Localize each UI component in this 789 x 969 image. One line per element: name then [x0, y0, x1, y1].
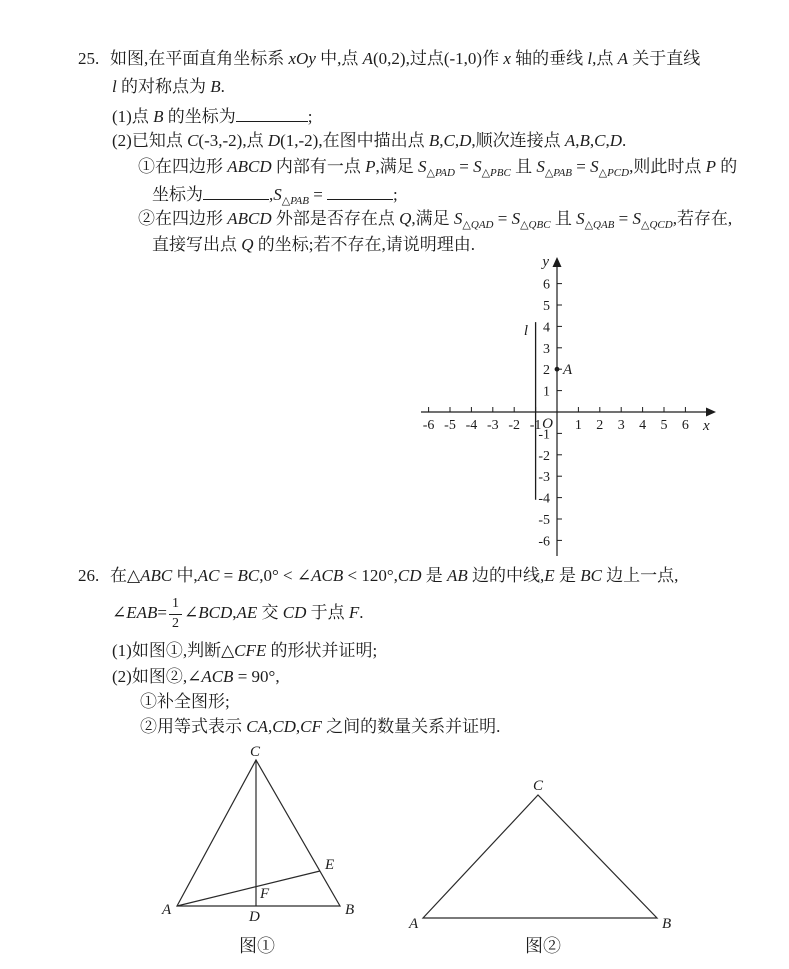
x-tick-label: -3	[486, 418, 499, 433]
text-run: (1)点	[112, 107, 154, 126]
math-var: l	[112, 77, 117, 96]
text-run: ,则此时点	[629, 157, 706, 176]
p25-number: 25.	[78, 49, 100, 68]
area-symbol: S	[453, 209, 463, 228]
line-l-label: l	[523, 323, 528, 339]
area-subscript: △PAD	[426, 167, 455, 179]
y-tick-label: -4	[538, 491, 550, 507]
text-run: ,	[605, 131, 610, 150]
text-run: =	[454, 157, 474, 176]
area-symbol: S	[418, 157, 427, 176]
fig1-label-d: D	[249, 909, 260, 925]
text-run: ,满足	[411, 209, 454, 228]
text-run: ,满足	[375, 157, 419, 176]
math-var: D	[459, 131, 472, 150]
text-run: 直接写出点	[152, 235, 242, 254]
text-run: ,	[439, 131, 444, 150]
text-run: (2)如图②,∠	[112, 667, 202, 686]
text-run: ;	[393, 185, 398, 204]
text-run: ,顺次连接点	[471, 131, 565, 150]
area-symbol: S	[273, 185, 282, 204]
y-axis-label: y	[542, 254, 549, 270]
area-symbol: S	[511, 209, 521, 228]
text-run: 交	[257, 603, 283, 623]
x-tick-label: -4	[465, 418, 478, 433]
p26-sub2	[140, 716, 500, 737]
y-tick-label: 4	[543, 320, 550, 336]
math-var: xOy	[288, 49, 316, 68]
figure-2	[405, 778, 677, 930]
text-run: 且	[550, 209, 577, 228]
x-tick-label: 3	[617, 418, 625, 433]
area-subscript: △QAB	[584, 219, 615, 231]
text-run: 的坐标;若不存在,请说明理由.	[253, 235, 476, 254]
text-run: < 120°,	[343, 566, 398, 585]
triangle-abc	[177, 760, 340, 906]
segment-ae	[177, 871, 320, 906]
x-tick-label: 1	[574, 418, 582, 433]
x-tick-label: -1	[529, 418, 542, 433]
text-run: .	[220, 77, 225, 96]
text-run: ,点	[592, 49, 618, 68]
text-run: (0,2),过点(-1,0)作	[373, 49, 504, 68]
x-tick-label: 4	[639, 418, 647, 433]
text-run: ,0° < ∠	[259, 566, 312, 585]
fraction-denominator: 2	[172, 615, 179, 631]
text-run: =	[572, 157, 591, 176]
x-tick-label: -2	[508, 418, 521, 433]
text-run: 关于直线	[628, 49, 701, 68]
text-run: 且	[510, 157, 537, 176]
text-run: 外部是否存在点	[271, 209, 400, 228]
text-run: ,	[575, 131, 580, 150]
p26-line-2	[112, 596, 364, 633]
figure-1	[150, 745, 362, 925]
math-var: x	[503, 49, 511, 68]
fraction-numerator: 1	[169, 596, 182, 615]
text-run: =	[614, 209, 633, 228]
fig1-label-f: F	[260, 886, 270, 902]
math-var: A	[617, 49, 628, 68]
area-subscript: △PAB	[544, 167, 573, 179]
y-tick-label: 6	[543, 277, 550, 293]
y-tick-label: 1	[543, 384, 550, 400]
fig2-caption: 图②	[525, 936, 561, 956]
math-var: AC	[197, 566, 220, 585]
math-var: ACB	[311, 566, 344, 585]
math-var: B	[153, 107, 164, 126]
text-run: ,	[589, 131, 595, 150]
y-tick-label: -5	[538, 513, 550, 528]
area-subscript: △QAD	[462, 219, 494, 231]
math-var: CD	[282, 603, 307, 623]
area-subscript: △PAB	[281, 195, 309, 207]
math-var: Q	[399, 209, 412, 228]
area-symbol: S	[590, 157, 599, 176]
math-var: BCD	[198, 603, 233, 623]
text-run: 边的中线,	[467, 566, 545, 585]
math-var: P	[705, 157, 716, 176]
math-var: l	[587, 49, 593, 68]
x-tick-label: 2	[596, 418, 604, 433]
text-run: ①在四边形	[138, 157, 228, 176]
x-tick-label: -5	[444, 418, 456, 433]
text-run: .	[622, 131, 627, 150]
text-run: = 90°,	[233, 667, 280, 686]
text-run: =	[493, 209, 512, 228]
math-var: C	[443, 131, 455, 150]
text-run: ,	[295, 717, 301, 736]
area-symbol: S	[536, 157, 545, 176]
p25-sub1-line-2	[152, 182, 398, 209]
y-tick-label: 3	[543, 341, 550, 357]
text-run: 的	[715, 157, 738, 176]
text-run: (1,-2),在图中描出点	[280, 131, 429, 150]
text-run: ∠	[112, 603, 127, 623]
p26-number: 26.	[78, 566, 100, 585]
text-run: 中,点	[315, 49, 363, 68]
text-run: ,若存在,	[672, 209, 733, 228]
math-var: D	[609, 131, 623, 150]
fig2-label-a: A	[409, 916, 419, 932]
p26-part2	[112, 666, 280, 687]
p25-line-2	[112, 76, 225, 97]
text-run: ①补全图形;	[140, 692, 230, 711]
area-subscript: △PCD	[598, 167, 630, 179]
p25-part2	[112, 130, 626, 151]
math-var: CD	[397, 566, 422, 585]
area-symbol: S	[632, 209, 641, 228]
text-run: ,	[232, 603, 237, 623]
math-var: CFE	[234, 641, 267, 660]
math-var: BC	[580, 566, 602, 585]
math-var: AE	[236, 603, 258, 623]
fig1-label-e: E	[325, 857, 335, 873]
text-run: .	[359, 603, 364, 623]
text-run: 坐标为	[152, 185, 203, 204]
math-var: B	[579, 131, 590, 150]
text-run: (2)已知点	[112, 131, 188, 150]
fig1-label-a: A	[162, 902, 172, 918]
text-run: 边上一点,	[601, 566, 679, 585]
x-tick-label: -6	[422, 418, 435, 433]
y-tick-label: 5	[543, 299, 550, 314]
text-run: 内部有一点	[271, 157, 366, 176]
text-run: =	[219, 566, 238, 585]
text-run: 在△	[110, 566, 141, 585]
x-axis-arrow-icon	[706, 408, 716, 417]
text-run: =	[157, 603, 167, 623]
math-var: CF	[300, 717, 322, 736]
p25-line-1	[110, 48, 700, 69]
y-tick-label: -1	[538, 427, 550, 443]
area-subscript: △QCD	[641, 219, 673, 231]
math-var: EAB	[126, 603, 158, 623]
p26-line-1	[110, 565, 678, 586]
math-var: A	[564, 131, 576, 150]
text-run: (1)如图①,判断△	[112, 641, 235, 660]
math-var: CA	[246, 717, 268, 736]
text-run: (-3,-2),点	[198, 131, 268, 150]
math-var: F	[348, 603, 360, 623]
p25-sub2-line-1	[138, 208, 732, 233]
text-run: 于点	[306, 603, 349, 623]
blank-underline	[236, 104, 308, 122]
text-run: 如图,在平面直角坐标系	[110, 49, 289, 68]
text-run: 之间的数量关系并证明.	[321, 717, 501, 736]
fig2-label-b: B	[662, 916, 672, 932]
text-run: 是	[421, 566, 448, 585]
p25-part1	[112, 104, 312, 127]
point-a-label: A	[563, 362, 573, 378]
math-var: C	[594, 131, 606, 150]
text-run: =	[308, 185, 328, 204]
text-run: ,	[454, 131, 460, 150]
area-symbol: S	[473, 157, 482, 176]
fig2-label-c: C	[533, 778, 544, 794]
math-var: C	[187, 131, 199, 150]
text-run: ②用等式表示	[140, 717, 247, 736]
text-run: ,	[269, 185, 274, 204]
math-var: A	[362, 49, 374, 68]
coordinate-plot	[413, 250, 719, 564]
p26-sub1	[140, 691, 230, 712]
math-var: CD	[272, 717, 296, 736]
text-run: ∠	[184, 603, 199, 623]
math-var: E	[544, 566, 555, 585]
text-run: 的坐标为	[163, 107, 236, 126]
text-run: 的形状并证明;	[266, 641, 378, 660]
text-run: 是	[554, 566, 581, 585]
math-var: P	[365, 157, 376, 176]
x-tick-label: 5	[660, 418, 668, 433]
text-run: ;	[307, 107, 313, 126]
text-run: 中,	[172, 566, 198, 585]
x-axis-label: x	[703, 418, 710, 434]
y-axis-arrow-icon	[553, 257, 562, 267]
p25-sub1-line-1	[138, 156, 737, 181]
math-var: B	[210, 77, 221, 96]
y-tick-label: -6	[538, 534, 550, 550]
math-var: B	[428, 131, 440, 150]
area-subscript: △QBC	[520, 219, 551, 231]
text-run: 轴的垂线	[510, 49, 588, 68]
area-subscript: △PBC	[481, 167, 511, 179]
fig1-caption: 图①	[239, 936, 275, 956]
math-var: ABCD	[227, 209, 272, 228]
fig1-label-c: C	[250, 744, 261, 760]
text-run: ,	[267, 717, 273, 736]
text-run: 的对称点为	[116, 77, 211, 96]
y-tick-label: -2	[538, 448, 550, 464]
math-var: ACB	[201, 667, 234, 686]
math-var: ABCD	[227, 157, 272, 176]
y-tick-label: -3	[538, 470, 550, 486]
p26-part1	[112, 640, 377, 661]
triangle-abc-2	[423, 795, 657, 918]
blank-underline	[203, 182, 269, 200]
fraction	[169, 596, 182, 633]
fig1-label-b: B	[345, 902, 355, 918]
area-symbol: S	[576, 209, 585, 228]
x-tick-label: 6	[681, 418, 689, 433]
math-var: AB	[447, 566, 468, 585]
origin-label: O	[542, 416, 553, 432]
math-var: ABC	[140, 566, 173, 585]
y-tick-label: 2	[543, 363, 550, 379]
math-var: BC	[237, 566, 260, 585]
math-var: D	[267, 131, 281, 150]
blank-underline	[327, 182, 393, 200]
math-var: Q	[241, 235, 254, 254]
text-run: ②在四边形	[138, 209, 228, 228]
